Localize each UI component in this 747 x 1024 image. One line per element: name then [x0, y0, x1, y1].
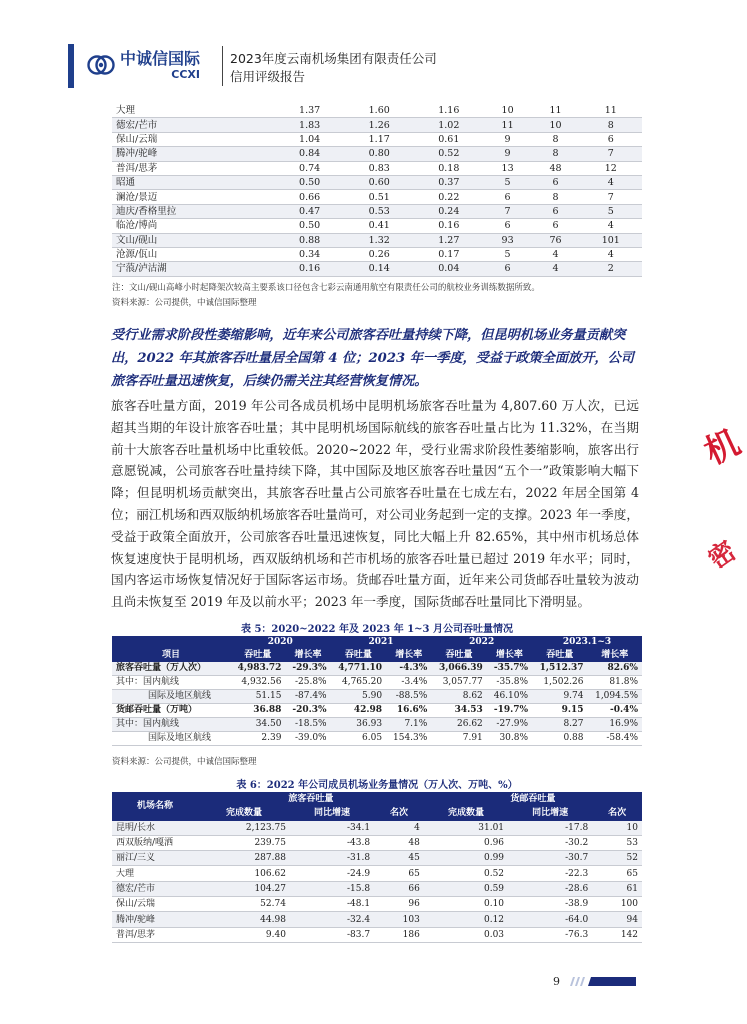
- metric-cell: 0.84: [275, 147, 345, 161]
- value-cell: 5.90: [331, 690, 386, 704]
- table5-year-2020: 2020: [230, 636, 331, 649]
- metric-cell: 4: [580, 247, 642, 261]
- value-cell: 186: [374, 927, 424, 942]
- value-cell: -17.8: [508, 821, 592, 836]
- table-row: [112, 821, 642, 836]
- page-number: 9: [553, 975, 560, 988]
- value-cell: 8.27: [532, 718, 587, 732]
- metric-cell: 93: [484, 233, 532, 247]
- airport-name-cell: 保山/云瑞: [112, 897, 198, 912]
- metric-cell: 8: [532, 147, 580, 161]
- metric-cell: 1.26: [344, 118, 414, 132]
- airport-name-cell: 普洱/思茅: [112, 161, 275, 175]
- value-cell: 4: [374, 821, 424, 836]
- airport-name-cell: 保山/云瑞: [112, 132, 275, 146]
- value-cell: -30.2: [508, 835, 592, 850]
- metric-cell: 0.88: [275, 233, 345, 247]
- value-cell: -87.4%: [285, 690, 330, 704]
- value-cell: 106.62: [198, 866, 290, 881]
- value-cell: 4,771.10: [331, 662, 386, 676]
- airport-name-cell: 澜沧/景迈: [112, 190, 275, 204]
- value-cell: 7.91: [431, 732, 486, 746]
- metric-cell: 0.41: [344, 219, 414, 233]
- table-note: 注：文山/砚山高峰小时起降架次较高主要系该口径包含七彩云南通用航空有限责任公司的航校业务训练数据所致。: [112, 283, 540, 293]
- value-cell: 104.27: [198, 881, 290, 896]
- metric-cell: 8: [532, 132, 580, 146]
- value-cell: -27.9%: [487, 718, 532, 732]
- value-cell: 0.12: [424, 912, 508, 927]
- value-cell: -58.4%: [588, 732, 643, 746]
- metric-cell: 0.52: [414, 147, 484, 161]
- table-row: [112, 247, 642, 261]
- row-label-cell: 旅客吞吐量（万人次）: [112, 662, 230, 676]
- value-cell: 65: [374, 866, 424, 881]
- value-cell: 34.53: [431, 704, 486, 718]
- metric-cell: 0.26: [344, 247, 414, 261]
- value-cell: 66: [374, 881, 424, 896]
- value-cell: 1,512.37: [532, 662, 587, 676]
- value-cell: 61: [592, 881, 642, 896]
- value-cell: 31.01: [424, 821, 508, 836]
- value-cell: 0.99: [424, 851, 508, 866]
- value-cell: 239.75: [198, 835, 290, 850]
- airport-name-cell: 沧源/佤山: [112, 247, 275, 261]
- value-cell: -31.8: [290, 851, 374, 866]
- footer-stripes-icon: [568, 977, 636, 986]
- value-cell: -22.3: [508, 866, 592, 881]
- table-row: [112, 147, 642, 161]
- table-row: [112, 190, 642, 204]
- value-cell: -18.5%: [285, 718, 330, 732]
- section-heading: 受行业需求阶段性萎缩影响，近年来公司旅客吞吐量持续下降，但昆明机场业务量贡献突出，2022 年其旅客吞吐量居全国第 4 位；2023 年一季度，受益于政策全面放开，公司旅客吞吐量迅速恢复，后续仍需关注其经营恢复情况。: [111, 328, 634, 389]
- airport-name-cell: 临沧/博尚: [112, 219, 275, 233]
- value-cell: -76.3: [508, 927, 592, 942]
- value-cell: -25.8%: [285, 676, 330, 690]
- table-row: [112, 835, 642, 850]
- metric-cell: 0.50: [275, 219, 345, 233]
- metric-cell: 0.22: [414, 190, 484, 204]
- metric-cell: 8: [532, 190, 580, 204]
- value-cell: 3,057.77: [431, 676, 486, 690]
- airport-name-cell: 大理: [112, 104, 275, 118]
- metric-cell: 7: [580, 147, 642, 161]
- value-cell: -83.7: [290, 927, 374, 942]
- table-row: [112, 161, 642, 175]
- report-title-line2: 信用评级报告: [230, 69, 306, 84]
- company-logo: [86, 50, 200, 80]
- value-cell: -35.7%: [487, 662, 532, 676]
- value-cell: 1,502.26: [532, 676, 587, 690]
- value-cell: 3,066.39: [431, 662, 486, 676]
- value-cell: -3.4%: [386, 676, 431, 690]
- metric-cell: 4: [532, 262, 580, 276]
- metric-cell: 0.53: [344, 204, 414, 218]
- value-cell: 16.9%: [588, 718, 643, 732]
- table-row: [112, 912, 642, 927]
- value-cell: 1,094.5%: [588, 690, 643, 704]
- metric-cell: 0.61: [414, 132, 484, 146]
- table-row: [112, 175, 642, 189]
- metric-cell: 0.37: [414, 175, 484, 189]
- metric-cell: 0.14: [344, 262, 414, 276]
- metric-cell: 0.16: [275, 262, 345, 276]
- value-cell: 16.6%: [386, 704, 431, 718]
- table5-col-value: 吞吐量: [431, 649, 486, 662]
- value-cell: -28.6: [508, 881, 592, 896]
- stamp-fragment-2: 密: [703, 535, 742, 576]
- value-cell: 2.39: [230, 732, 285, 746]
- member-airport-table: [112, 792, 642, 943]
- value-cell: 154.3%: [386, 732, 431, 746]
- metric-cell: 6: [532, 219, 580, 233]
- value-cell: 65: [592, 866, 642, 881]
- value-cell: 2,123.75: [198, 821, 290, 836]
- airport-name-cell: 德宏/芒市: [112, 881, 198, 896]
- value-cell: -0.4%: [588, 704, 643, 718]
- airport-name-cell: 大理: [112, 866, 198, 881]
- table5-source: 资料来源：公司提供，中诚信国际整理: [112, 757, 257, 767]
- logo-en-text: CCXI: [171, 67, 201, 81]
- metric-cell: 6: [484, 262, 532, 276]
- row-label-cell: 其中：国内航线: [112, 676, 230, 690]
- airport-name-cell: 迪庆/香格里拉: [112, 204, 275, 218]
- table-row: [112, 690, 642, 704]
- table5-caption: 表 5：2020~2022 年及 2023 年 1~3 月公司吞吐量情况: [240, 624, 514, 635]
- metric-cell: 0.51: [344, 190, 414, 204]
- table5-col-rate: 增长率: [487, 649, 532, 662]
- metric-cell: 11: [532, 104, 580, 118]
- value-cell: 0.59: [424, 881, 508, 896]
- table-row: [112, 718, 642, 732]
- table-row: [112, 704, 642, 718]
- table6-col-yoy: 同比增速: [508, 806, 592, 820]
- value-cell: 82.6%: [588, 662, 643, 676]
- metric-cell: 8: [580, 118, 642, 132]
- value-cell: 9.74: [532, 690, 587, 704]
- metric-cell: 0.80: [344, 147, 414, 161]
- table6-col-yoy: 同比增速: [290, 806, 374, 820]
- value-cell: -24.9: [290, 866, 374, 881]
- value-cell: 0.88: [532, 732, 587, 746]
- report-title: [230, 50, 437, 86]
- value-cell: -29.3%: [285, 662, 330, 676]
- table-row: [112, 662, 642, 676]
- metric-cell: 13: [484, 161, 532, 175]
- throughput-table: [112, 636, 642, 746]
- airport-name-cell: 宁蒗/泸沽湖: [112, 262, 275, 276]
- table-row: [112, 204, 642, 218]
- metric-cell: 0.24: [414, 204, 484, 218]
- value-cell: 81.8%: [588, 676, 643, 690]
- value-cell: 9.40: [198, 927, 290, 942]
- value-cell: 7.1%: [386, 718, 431, 732]
- value-cell: 26.62: [431, 718, 486, 732]
- metric-cell: 11: [484, 118, 532, 132]
- row-label-cell: 国际及地区航线: [112, 732, 230, 746]
- metric-cell: 1.37: [275, 104, 345, 118]
- table-row: [112, 866, 642, 881]
- value-cell: 0.52: [424, 866, 508, 881]
- metric-cell: 9: [484, 147, 532, 161]
- value-cell: -88.5%: [386, 690, 431, 704]
- value-cell: 0.96: [424, 835, 508, 850]
- metric-cell: 0.18: [414, 161, 484, 175]
- metric-cell: 0.34: [275, 247, 345, 261]
- value-cell: 96: [374, 897, 424, 912]
- body-paragraph: 旅客吞吐量方面，2019 年公司各成员机场中昆明机场旅客吞吐量为 4,807.60 万人次，已远超其当期的年设计旅客吞吐量；其中昆明机场国际航线的旅客吞吐量占比为 11.32%，在当期前十大旅客吞吐量机场中比重较低。2020~2022 年，受行业需求阶段性萎缩影响，旅客出行意愿锐减，公司旅客吞吐量持续下降，其中国际及地区旅客吞吐量因“五个一”政策影响大幅下降；但昆明机场贡献突出，其旅客吞吐量占公司旅客吞吐量在七成左右，2022 年居全国第 4 位；丽江机场和西双版纳机场旅客吞吐量尚可，对公司业务起到一定的支撑。2023 年一季度，受益于政策全面放开，公司旅客吞吐量迅速恢复，同比大幅上升 82.65%，其中州市机场总体恢复速度快于昆明机场，西双版纳机场和芒市机场的旅客吞吐量已超过 2019 年水平；同时，国内客运市场恢复情况好于国际客运市场。货邮吞吐量方面，近年来公司货邮吞吐量较为波动且尚未恢复至 2019 年及以前水平；2023 年一季度，国际货邮吞吐量同比下滑明显。: [111, 398, 639, 610]
- metric-cell: 6: [580, 132, 642, 146]
- logo-cn-text: 中诚信国际: [120, 48, 201, 68]
- table6-cargo-group: 货邮吞吐量: [424, 792, 642, 806]
- table5-year-2022: 2022: [431, 636, 532, 649]
- metric-cell: 1.04: [275, 132, 345, 146]
- table5-corner: [112, 636, 230, 649]
- metric-cell: 12: [580, 161, 642, 175]
- table6-col-done: 完成数量: [198, 806, 290, 820]
- header-separator: [222, 46, 223, 86]
- table-row: [112, 881, 642, 896]
- airport-name-cell: 德宏/芒市: [112, 118, 275, 132]
- metric-cell: 0.50: [275, 175, 345, 189]
- airport-name-cell: 普洱/思茅: [112, 927, 198, 942]
- header-accent-bar: [68, 44, 74, 88]
- ccxi-logo-icon: [86, 50, 116, 80]
- table-row: [112, 104, 642, 118]
- table6-col-done: 完成数量: [424, 806, 508, 820]
- table5-item-header: 项目: [112, 649, 230, 662]
- value-cell: 36.88: [230, 704, 285, 718]
- table-row: [112, 118, 642, 132]
- value-cell: 103: [374, 912, 424, 927]
- value-cell: -39.0%: [285, 732, 330, 746]
- value-cell: 46.10%: [487, 690, 532, 704]
- value-cell: -20.3%: [285, 704, 330, 718]
- value-cell: 52.74: [198, 897, 290, 912]
- value-cell: 0.10: [424, 897, 508, 912]
- table-row: [112, 927, 642, 942]
- metric-cell: 2: [580, 262, 642, 276]
- stamp-fragment-1: 机: [698, 422, 747, 473]
- value-cell: 100: [592, 897, 642, 912]
- metric-cell: 1.17: [344, 132, 414, 146]
- airport-name-cell: 丽江/三义: [112, 851, 198, 866]
- airport-name-cell: 腾冲/驼峰: [112, 912, 198, 927]
- table6-airport-header: 机场名称: [112, 792, 198, 821]
- value-cell: 142: [592, 927, 642, 942]
- report-title-line1: 2023年度云南机场集团有限责任公司: [230, 51, 437, 66]
- value-cell: 9.15: [532, 704, 587, 718]
- metric-cell: 76: [532, 233, 580, 247]
- table5-year-2021: 2021: [331, 636, 432, 649]
- metric-cell: 5: [484, 175, 532, 189]
- table-row: [112, 732, 642, 746]
- row-label-cell: 货邮吞吐量（万吨）: [112, 704, 230, 718]
- value-cell: -64.0: [508, 912, 592, 927]
- metric-cell: 4: [580, 175, 642, 189]
- metric-cell: 4: [580, 219, 642, 233]
- value-cell: -35.8%: [487, 676, 532, 690]
- airport-name-cell: 腾冲/驼峰: [112, 147, 275, 161]
- table-row: [112, 851, 642, 866]
- metric-cell: 0.04: [414, 262, 484, 276]
- table5-col-value: 吞吐量: [230, 649, 285, 662]
- value-cell: -32.4: [290, 912, 374, 927]
- table6-caption: 表 6：2022 年公司成员机场业务量情况（万人次、万吨、%）: [236, 780, 518, 791]
- metric-cell: 5: [580, 204, 642, 218]
- value-cell: 34.50: [230, 718, 285, 732]
- value-cell: -15.8: [290, 881, 374, 896]
- value-cell: 287.88: [198, 851, 290, 866]
- value-cell: 4,765.20: [331, 676, 386, 690]
- table5-col-rate: 增长率: [386, 649, 431, 662]
- table5-year-2023q1: 2023.1~3: [532, 636, 642, 649]
- table-row: [112, 233, 642, 247]
- metric-cell: 0.74: [275, 161, 345, 175]
- airport-name-cell: 文山/砚山: [112, 233, 275, 247]
- metric-cell: 101: [580, 233, 642, 247]
- metric-cell: 7: [580, 190, 642, 204]
- metric-cell: 1.83: [275, 118, 345, 132]
- metric-cell: 9: [484, 132, 532, 146]
- value-cell: 44.98: [198, 912, 290, 927]
- value-cell: 36.93: [331, 718, 386, 732]
- table-row: [112, 219, 642, 233]
- metric-cell: 7: [484, 204, 532, 218]
- metric-cell: 6: [532, 204, 580, 218]
- metric-cell: 0.17: [414, 247, 484, 261]
- value-cell: -48.1: [290, 897, 374, 912]
- value-cell: 45: [374, 851, 424, 866]
- value-cell: -4.3%: [386, 662, 431, 676]
- metric-cell: 48: [532, 161, 580, 175]
- metric-cell: 1.16: [414, 104, 484, 118]
- value-cell: 10: [592, 821, 642, 836]
- value-cell: -38.9: [508, 897, 592, 912]
- airport-capacity-table: [112, 104, 642, 277]
- value-cell: 8.62: [431, 690, 486, 704]
- value-cell: 51.15: [230, 690, 285, 704]
- metric-cell: 0.47: [275, 204, 345, 218]
- value-cell: 4,932.56: [230, 676, 285, 690]
- metric-cell: 5: [484, 247, 532, 261]
- value-cell: -34.1: [290, 821, 374, 836]
- metric-cell: 10: [532, 118, 580, 132]
- table-row: [112, 132, 642, 146]
- metric-cell: 0.83: [344, 161, 414, 175]
- table6-passenger-group: 旅客吞吐量: [198, 792, 424, 806]
- metric-cell: 0.16: [414, 219, 484, 233]
- airport-name-cell: 昆明/长水: [112, 821, 198, 836]
- metric-cell: 1.60: [344, 104, 414, 118]
- table6-col-rank: 名次: [592, 806, 642, 820]
- metric-cell: 6: [484, 190, 532, 204]
- table-source: 资料来源：公司提供，中诚信国际整理: [112, 298, 257, 308]
- table-row: [112, 262, 642, 276]
- metric-cell: 6: [484, 219, 532, 233]
- metric-cell: 4: [532, 247, 580, 261]
- table-row: [112, 897, 642, 912]
- metric-cell: 11: [580, 104, 642, 118]
- airport-name-cell: 西双版纳/嘎洒: [112, 835, 198, 850]
- value-cell: -19.7%: [487, 704, 532, 718]
- value-cell: 94: [592, 912, 642, 927]
- metric-cell: 1.32: [344, 233, 414, 247]
- airport-name-cell: 昭通: [112, 175, 275, 189]
- table5-col-value: 吞吐量: [532, 649, 587, 662]
- row-label-cell: 国际及地区航线: [112, 690, 230, 704]
- metric-cell: 0.66: [275, 190, 345, 204]
- metric-cell: 1.02: [414, 118, 484, 132]
- value-cell: -43.8: [290, 835, 374, 850]
- metric-cell: 1.27: [414, 233, 484, 247]
- value-cell: 48: [374, 835, 424, 850]
- metric-cell: 6: [532, 175, 580, 189]
- metric-cell: 10: [484, 104, 532, 118]
- row-label-cell: 其中：国内航线: [112, 718, 230, 732]
- value-cell: -30.7: [508, 851, 592, 866]
- table5-col-rate: 增长率: [285, 649, 330, 662]
- value-cell: 42.98: [331, 704, 386, 718]
- table6-col-rank: 名次: [374, 806, 424, 820]
- table-row: [112, 676, 642, 690]
- table5-col-rate: 增长率: [588, 649, 643, 662]
- value-cell: 6.05: [331, 732, 386, 746]
- value-cell: 53: [592, 835, 642, 850]
- metric-cell: 0.60: [344, 175, 414, 189]
- value-cell: 4,983.72: [230, 662, 285, 676]
- value-cell: 30.8%: [487, 732, 532, 746]
- value-cell: 0.03: [424, 927, 508, 942]
- table5-col-value: 吞吐量: [331, 649, 386, 662]
- value-cell: 52: [592, 851, 642, 866]
